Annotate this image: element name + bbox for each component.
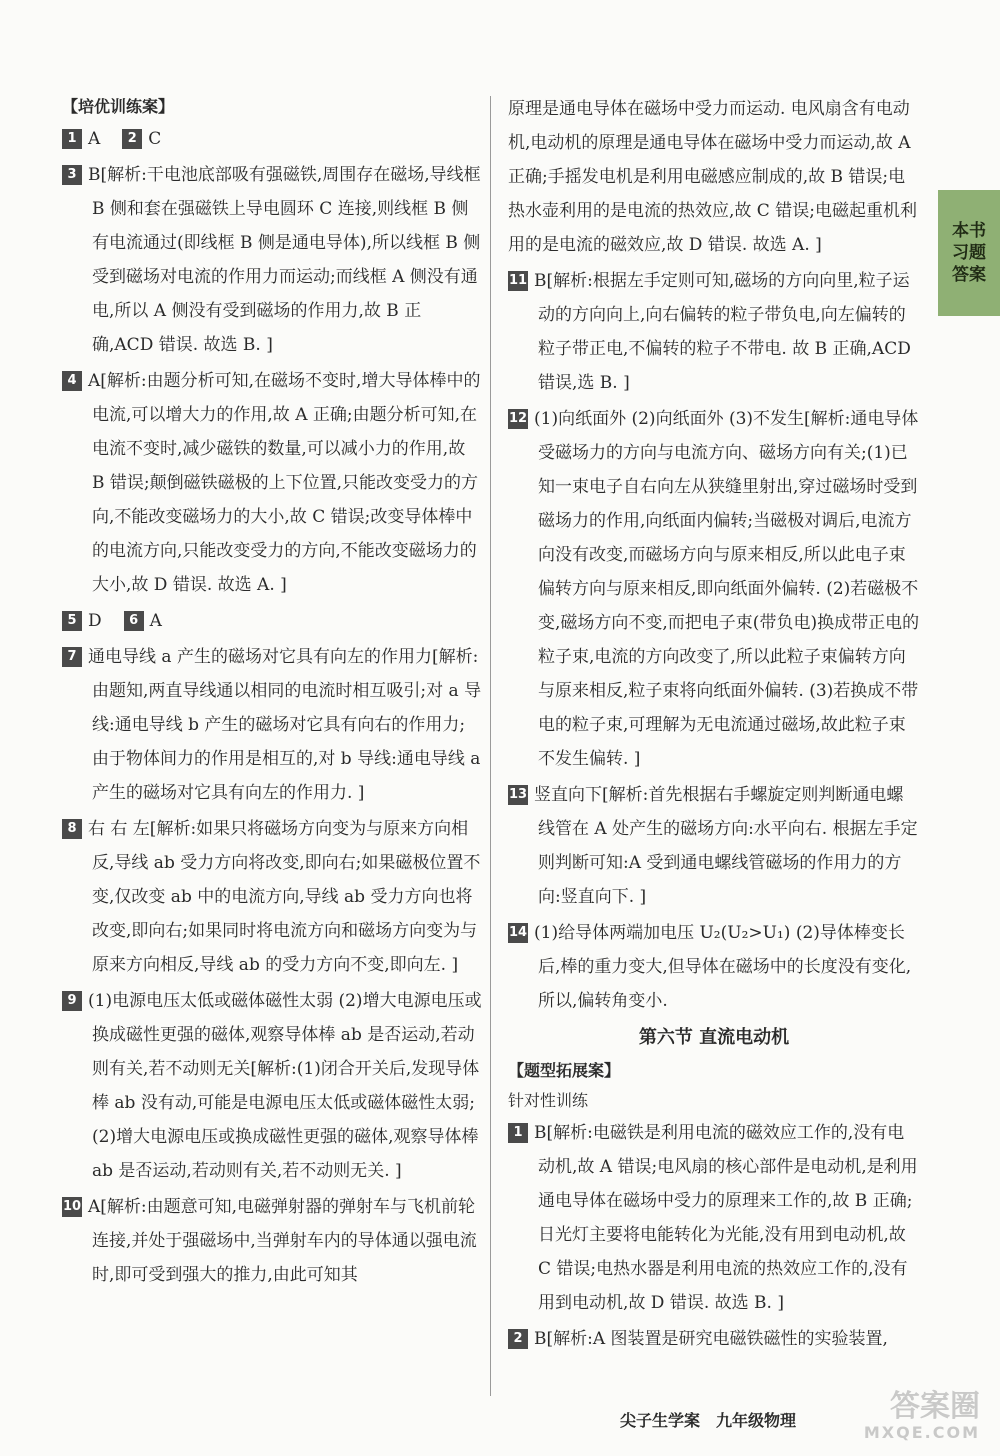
question-number: 9: [62, 991, 82, 1011]
answer-text: B[解析:根据左手定则可知,磁场的方向向里,粒子运动的方向向上,向右偏转的粒子带负电,向左偏转的粒子带正电,不偏转的粒子不带电. 故 B 正确,ACD 错误,选 B. ]: [534, 271, 911, 393]
watermark-logo: [780, 1390, 980, 1446]
answer-text: C: [148, 129, 162, 149]
question-number: 12: [508, 409, 528, 429]
side-tab: [938, 190, 1000, 316]
section-title: 第六节 直流电动机: [638, 1027, 790, 1048]
answer-12: [508, 402, 920, 776]
footer-grade-subject: 九年级物理: [716, 1411, 797, 1430]
subheading: 针对性训练: [508, 1091, 589, 1110]
answer-text: A: [149, 611, 162, 631]
question-number: 10: [62, 1197, 82, 1217]
answer-text: A[解析:由题意可知,电磁弹射器的弹射车与飞机前轮连接,并处于强磁场中,当弹射车内的导体通以强电流时,即可受到强大的推力,由此可知其: [88, 1197, 477, 1285]
answer-13: [508, 778, 920, 914]
watermark-text: 答案圈: [890, 1389, 980, 1424]
question-number: 11: [508, 271, 528, 291]
page-footer: [620, 1408, 796, 1431]
answer-1-2: [62, 122, 482, 156]
answer-9: [62, 984, 482, 1188]
side-tab-line-1: 本书: [952, 221, 986, 241]
side-tab-line-2: 习题: [952, 243, 986, 263]
question-number: 14: [508, 923, 528, 943]
right-column: [508, 92, 920, 1358]
answer-text: (1)电源电压太低或磁体磁性太弱 (2)增大电源电压或换成磁性更强的磁体,观察导体棒 ab 是否运动,若动则有关,若不动则无关[解析:(1)闭合开关后,发现导体棒 ab 没有动,可能是电源电压太低或磁体磁性太弱;(2)增大电源电压或换成磁性更强的磁体,观察导体棒 ab 是否运动,若动则有关,若不动则无关. ]: [88, 991, 482, 1181]
question-number: 1: [508, 1123, 528, 1143]
answer-text: (1)给导体两端加电压 U₂(U₂>U₁) (2)导体棒变长后,棒的重力变大,但导体在磁场中的长度没有变化,所以,偏转角变小.: [534, 923, 912, 1011]
answer-11: [508, 264, 920, 400]
question-number: 8: [62, 819, 82, 839]
answer-10: [62, 1190, 482, 1292]
answer-7: [62, 640, 482, 810]
question-number: 13: [508, 785, 528, 805]
question-number: 1: [62, 129, 82, 149]
question-number: 4: [62, 371, 82, 391]
question-number: 2: [508, 1329, 528, 1349]
answer-text: A: [88, 129, 101, 149]
question-number: 3: [62, 165, 82, 185]
answer-text: 通电导线 a 产生的磁场对它具有向左的作用力[解析:由题知,两直导线通以相同的电流时相互吸引;对 a 导线:通电导线 b 产生的磁场对它具有向右的作用力;由于物体间力的作用是相互的,对 b 导线:通电导线 a 产生的磁场对它具有向左的作用力. ]: [88, 647, 482, 803]
answer-text: B[解析:A 图装置是研究电磁铁磁性的实验装置,: [534, 1329, 888, 1349]
column-divider: [490, 96, 491, 1396]
answer-8: [62, 812, 482, 982]
footer-book-title: 尖子生学案: [620, 1411, 701, 1430]
left-column: [62, 92, 482, 1294]
answer-text: 竖直向下[解析:首先根据右手螺旋定则判断通电螺线管在 A 处产生的磁场方向:水平向右. 根据左手定则判断可知:A 受到通电螺线管磁场的作用力的方向:竖直向下. ]: [534, 785, 918, 907]
question-number: 6: [124, 611, 144, 631]
practice-answer-2: [508, 1322, 920, 1356]
answer-14: [508, 916, 920, 1018]
answer-3: [62, 158, 482, 362]
answer-10-continued: [508, 92, 920, 262]
section-heading-tixing: 【题型拓展案】: [508, 1061, 621, 1080]
answer-text: 右 右 左[解析:如果只将磁场方向变为与原来方向相反,导线 ab 受力方向将改变,即向右;如果磁极位置不变,仅改变 ab 中的电流方向,导线 ab 受力方向也将改变,即向右;如果同时将电流方向和磁场方向变为与原来方向相反,导线 ab 的受力方向不变,即向左. ]: [88, 819, 481, 975]
answer-text: B[解析:电磁铁是利用电流的磁效应工作的,没有电动机,故 A 错误;电风扇的核心部件是电动机,是利用通电导体在磁场中受力的原理来工作的,故 B 正确;日光灯主要将电能转化为光能,没有用到电动机,故 C 错误;电热水器是利用电流的热效应工作的,没有用到电动机,故 D 错误. 故选 B. ]: [534, 1123, 918, 1313]
answer-4: [62, 364, 482, 602]
answer-text: 原理是通电导体在磁场中受力而运动. 电风扇含有电动机,电动机的原理是通电导体在磁场中受力而运动,故 A 正确;手摇发电机是利用电磁感应制成的,故 B 错误;电热水壶利用的是电流的热效应,故 C 错误;电磁起重机利用的是电流的磁效应,故 D 错误. 故选 A. ]: [508, 99, 917, 255]
answer-text: B[解析:干电池底部吸有强磁铁,周围存在磁场,导线框 B 侧和套在强磁铁上导电圆环 C 连接,则线框 B 侧有电流通过(即线框 B 侧是通电导体),所以线框 B 侧受到磁场对电流的作用力而运动;而线框 A 侧没有通电,所以 A 侧没有受到磁场的作用力,故 B 正确,ACD 错误. 故选 B. ]: [88, 165, 481, 355]
answer-text: D: [88, 611, 102, 631]
watermark-url: MXQE.COM: [863, 1423, 980, 1442]
answer-5-6: [62, 604, 482, 638]
question-number: 7: [62, 647, 82, 667]
answer-text: (1)向纸面外 (2)向纸面外 (3)不发生[解析:通电导体受磁场力的方向与电流方向、磁场方向有关;(1)已知一束电子自右向左从狭缝里射出,穿过磁场时受到磁场力的作用,向纸面内偏转;当磁极对调后,电流方向没有改变,而磁场方向与原来相反,所以此电子束偏转方向与原来相反,即向纸面外偏转. (2)若磁极不变,磁场方向不变,而把电子束(带负电)换成带正电的粒子束,电流的方向改变了,所以此粒子束偏转方向与原来相反,粒子束将向纸面外偏转. (3)若换成不带电的粒子束,可理解为无电流通过磁场,故此粒子束不发生偏转. ]: [534, 409, 920, 769]
side-tab-line-3: 答案: [952, 265, 986, 285]
question-number: 2: [122, 129, 142, 149]
answer-text: A[解析:由题分析可知,在磁场不变时,增大导体棒中的电流,可以增大力的作用,故 A 正确;由题分析可知,在电流不变时,减少磁铁的数量,可以减小力的作用,故 B 错误;颠倒磁铁磁极的上下位置,只能改变受力的方向,不能改变磁场力的大小,故 C 错误;改变导体棒中的电流方向,只能改变受力的方向,不能改变磁场力的大小,故 D 错误. 故选 A. ]: [88, 371, 481, 595]
practice-answer-1: [508, 1116, 920, 1320]
section-heading-peiyou: 【培优训练案】: [62, 97, 175, 116]
question-number: 5: [62, 611, 82, 631]
